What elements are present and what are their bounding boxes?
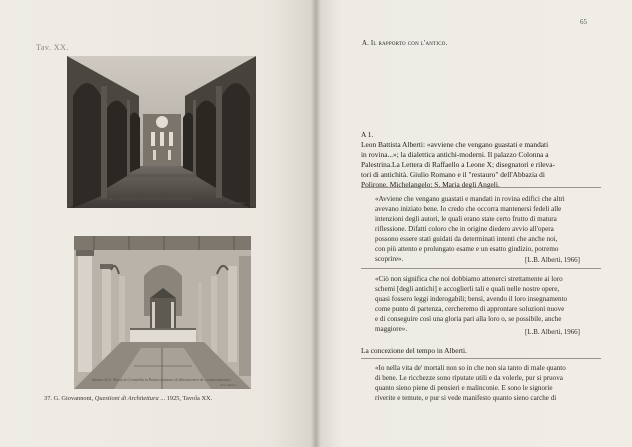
figure-caption-suffix: ... 1925, Tavola XX. <box>160 395 213 402</box>
san-galgano-illustration <box>67 56 256 208</box>
figure-caption <box>44 395 212 402</box>
heading-line: Palestrina.La Lettera di Raffaello a Leone X; disegnatori e rileva- <box>361 160 555 169</box>
photo-top-credit: Fot. Alinari <box>229 201 246 205</box>
heading-code: A 1. <box>361 130 374 139</box>
quote2-line: «Ciò non significa che noi dobbiamo attenerci strettamente ai loro <box>375 275 563 283</box>
figure-caption-prefix: 37. G. Giovannoni, <box>44 395 94 402</box>
photo-san-galgano <box>67 56 256 208</box>
figure-caption-title: Questioni di Architettura <box>94 395 159 402</box>
photo-bottom-caption: Interno di S. Maria in Cosmedin in Roma (restauro di liberazione e di completamento). <box>92 377 232 382</box>
rule <box>361 358 601 359</box>
quote1-line: con più attento e prolungato esame e un esatto giudizio, potremo <box>375 245 559 253</box>
quote1-line: intenzioni degli autori, le quali erano state certo frutto di matura <box>375 215 557 223</box>
photo-top-caption: Chiesa di S. Galgano presso Siena (stato di conservazione) <box>97 196 192 201</box>
cosmedin-illustration <box>74 236 251 389</box>
right-page <box>316 0 632 447</box>
quote2-line: maggiore». <box>375 325 408 333</box>
quote2-line: quasi fossero leggi inderogabili; bensì, avendo il loro insegnamento <box>375 295 568 303</box>
quote1-line: riflessione. Difatti coloro che in origine diedero avvio all'opera <box>375 225 554 233</box>
page-number: 65 <box>580 18 587 26</box>
quote1-citation: [L.B. Alberti, 1966] <box>525 257 580 264</box>
quote3-line: riverite e temute, e pur si vede manifesto quanto sieno carche di <box>375 394 557 402</box>
photo-santa-maria-cosmedin <box>74 236 251 389</box>
quote2-line: come punto di partenza, cercheremo di approntare soluzioni nuove <box>375 305 565 313</box>
quote2-line: schemi [degli antichi] e accoglierli tali e quali nelle nostre opere, <box>375 285 560 293</box>
book-gutter <box>311 0 321 447</box>
quote1-line: scoprire». <box>375 255 404 263</box>
section-title: A. Il rapporto con l'antico. <box>362 40 448 47</box>
heading-line: in rovina...»; la dialettica antichi-moderni. Il palazzo Colonna a <box>361 150 549 159</box>
subheading: La concezione del tempo in Alberti. <box>361 346 467 355</box>
photo-bottom-credit: Fot. Alinari <box>220 383 237 387</box>
quote3-line: «Io nella vita de' mortali non so in che non sia tanto di male quanto <box>375 364 566 372</box>
heading-line: Polirone. Michelangelo: S. Maria degli Angeli. <box>361 180 500 189</box>
rule <box>361 187 601 188</box>
rule <box>361 268 601 269</box>
quote3-line: di bene. Le ricchezze sono riputate utili e da volerle, pur si pruova <box>375 374 563 382</box>
quote1-line: avevano iniziato bene. Io credo che occorra mantenersi fedeli alle <box>375 205 562 213</box>
quote1-line: «Avviene che vengano guastati e mandati in rovina edifici che altri <box>375 195 565 203</box>
plate-label: Tav. XX. <box>36 43 69 52</box>
quote2-citation: [L.B. Alberti, 1966] <box>525 329 580 336</box>
quote3-line: quanto sieno piene di pensieri e malinconie. E sono le signorie <box>375 384 553 392</box>
quote1-line: possono essere stati guidati da determinati intenti che anche noi, <box>375 235 558 243</box>
heading-line: tori di antichità. Giulio Romano e il "restauro" dell'Abbazia di <box>361 170 545 179</box>
quote2-line: e di conseguire così una gloria pari alla loro o, se possibile, anche <box>375 315 562 323</box>
heading-line: Leon Battista Alberti: «avviene che vengano guastati e mandati <box>361 140 549 149</box>
